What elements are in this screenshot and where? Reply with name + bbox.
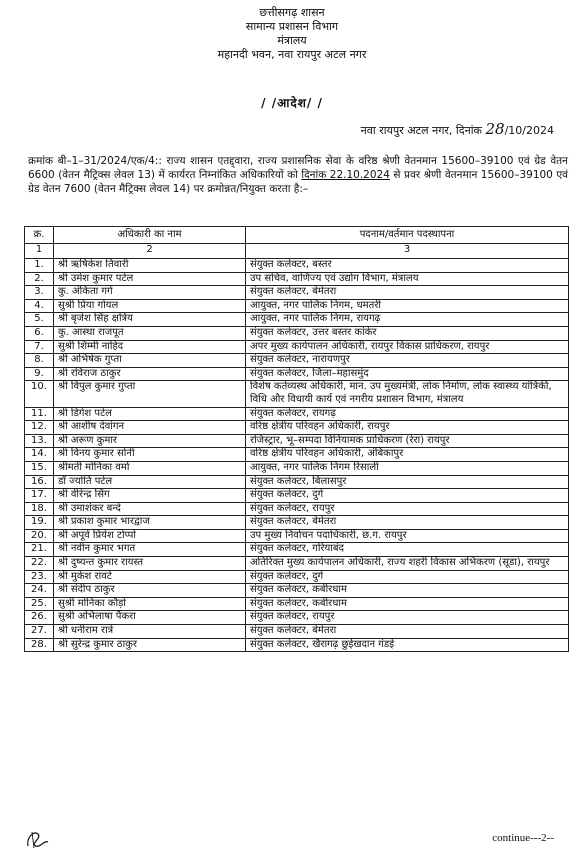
place-date [361, 120, 554, 138]
table-column-number-row [25, 244, 569, 259]
row-officer-name: श्री प्रकाश कुमार भारद्वाज [54, 516, 246, 530]
row-officer-name: डॉ ज्योति पटेल [54, 475, 246, 489]
row-designation: उप सचिव, वाणिज्य एवं उद्योग विभाग, मंत्रालय [246, 272, 569, 286]
table-row [25, 597, 569, 611]
row-officer-name: सुश्री अभिलाषा पैकरा [54, 611, 246, 625]
row-designation: संयुक्त कलेक्टर, उत्तर बस्तर कांकेर [246, 326, 569, 340]
header-line-government: छत्तीसगढ़ शासन [259, 6, 325, 19]
table-body [25, 259, 569, 652]
row-officer-name: श्री मुकेश रावटे [54, 570, 246, 584]
row-officer-name: कु. अंकिता गर्ग [54, 286, 246, 300]
row-serial: 8. [25, 354, 54, 368]
row-serial: 4. [25, 299, 54, 313]
column-number: 3 [246, 244, 569, 259]
row-designation: संयुक्त कलेक्टर, खैरागढ़ छुईखदान गंडई [246, 638, 569, 652]
table-row [25, 434, 569, 448]
row-serial: 15. [25, 461, 54, 475]
row-designation: संयुक्त कलेक्टर, बेमेतरा [246, 625, 569, 639]
place-date-prefix: नवा रायपुर अटल नगर, दिनांक [360, 124, 482, 137]
row-serial: 7. [25, 340, 54, 354]
row-designation: आयुक्त, नगर पालिक निगम, रायगढ़ [246, 313, 569, 327]
row-serial: 22. [25, 557, 54, 571]
row-officer-name: श्री सुरेन्द्र कुमार ठाकुर [54, 638, 246, 652]
column-number: 1 [25, 244, 54, 259]
row-designation: संयुक्त कलेक्टर, कबीरधाम [246, 597, 569, 611]
row-officer-name: श्री नवीन कुमार भगत [54, 543, 246, 557]
handwritten-day: 28 [485, 120, 505, 138]
table-row [25, 516, 569, 530]
row-designation: संयुक्त कलेक्टर, बस्तर [246, 259, 569, 273]
table-row [25, 367, 569, 381]
header-line-address: महानदी भवन, नवा रायपुर अटल नगर [217, 48, 367, 61]
table-row [25, 259, 569, 273]
table-row [25, 326, 569, 340]
row-officer-name: श्री वीरेन्द्र सिंग [54, 489, 246, 503]
column-number: 2 [54, 244, 246, 259]
row-officer-name: कु. आस्था राजपूत [54, 326, 246, 340]
header-line-secretariat: मंत्रालय [277, 34, 307, 47]
order-title: / /आदेश/ / [261, 96, 323, 110]
continue-note: continue---2-- [492, 832, 554, 844]
officers-table [24, 226, 569, 652]
paragraph-part1: क्रमांक बी–1–31/2024/एक/4:: राज्य शासन एतद्द्वारा, राज्य प्रशासनिक सेवा के वरिष्ठ श्रेणी वेतनमान 15600–39100 एवं ग्रेड वेतन 6600 (वेतन मैट्रिक्स लेवल 13) में कार्यरत निम्नांकित अधिकारियों को [28, 155, 568, 181]
row-designation: वरिष्ठ क्षेत्रीय परिवहन अधिकारी, अंबिकापुर [246, 448, 569, 462]
table-row [25, 448, 569, 462]
row-officer-name: श्री डिगेश पटेल [54, 407, 246, 421]
row-serial: 1. [25, 259, 54, 273]
row-serial: 27. [25, 625, 54, 639]
table-row [25, 638, 569, 652]
row-serial: 5. [25, 313, 54, 327]
row-serial: 21. [25, 543, 54, 557]
table-row [25, 557, 569, 571]
table-row [25, 570, 569, 584]
row-officer-name: श्री उमाशंकर बन्दे [54, 502, 246, 516]
row-officer-name: श्री धनीराम रात्रे [54, 625, 246, 639]
row-designation: उप मुख्य निर्वाचन पदाधिकारी, छ.ग. रायपुर [246, 529, 569, 543]
row-serial: 17. [25, 489, 54, 503]
row-officer-name: श्री विपुल कुमार गुप्ता [54, 381, 246, 407]
row-serial: 9. [25, 367, 54, 381]
row-officer-name: श्री ऋषिकेश तिवारी [54, 259, 246, 273]
row-serial: 16. [25, 475, 54, 489]
row-designation: संयुक्त कलेक्टर, रायपुर [246, 611, 569, 625]
row-designation: संयुक्त कलेक्टर, नारायणपुर [246, 354, 569, 368]
row-officer-name: श्री अपूर्व प्रियेश टोप्पो [54, 529, 246, 543]
table-row [25, 502, 569, 516]
row-serial: 18. [25, 502, 54, 516]
header-designation: पदनाम/वर्तमान पदस्थापना [246, 227, 569, 244]
row-designation: विशेष कर्तव्यस्थ अधिकारी, मान. उप मुख्यमंत्री, लोक निर्माण, लोक स्वास्थ्य यांत्रिकी, विधि और विधायी कार्य एवं नगरीय प्रशासन विभाग, मंत्रालय [246, 381, 569, 407]
row-designation: संयुक्त कलेक्टर, दुर्ग [246, 570, 569, 584]
row-serial: 6. [25, 326, 54, 340]
row-officer-name: श्रीमती मोनिका वर्मा [54, 461, 246, 475]
place-date-suffix: /10/2024 [504, 124, 554, 137]
row-designation: अपर मुख्य कार्यपालन अधिकारी, रायपुर विकास प्राधिकरण, रायपुर [246, 340, 569, 354]
table-row [25, 625, 569, 639]
row-designation: संयुक्त कलेक्टर, बेमेतरा [246, 516, 569, 530]
row-designation: संयुक्त कलेक्टर, रायगढ़ [246, 407, 569, 421]
table-row [25, 529, 569, 543]
table-header-row [25, 227, 569, 244]
row-designation: रजिस्ट्रार, भू–सम्पदा विनियामक प्राधिकरण (रेरा) रायपुर [246, 434, 569, 448]
row-officer-name: श्री आशीष देवांगन [54, 421, 246, 435]
row-officer-name: श्री विनय कुमार सोनी [54, 448, 246, 462]
row-serial: 26. [25, 611, 54, 625]
row-serial: 23. [25, 570, 54, 584]
row-serial: 19. [25, 516, 54, 530]
table-row [25, 272, 569, 286]
header-line-department: सामान्य प्रशासन विभाग [245, 20, 339, 33]
row-serial: 3. [25, 286, 54, 300]
row-serial: 25. [25, 597, 54, 611]
row-serial: 13. [25, 434, 54, 448]
row-designation: संयुक्त कलेक्टर, बिलासपुर [246, 475, 569, 489]
row-serial: 11. [25, 407, 54, 421]
table-row [25, 461, 569, 475]
table-row [25, 313, 569, 327]
table-row [25, 584, 569, 598]
signature-mark [24, 826, 50, 850]
row-officer-name: सुश्री प्रिया गोयल [54, 299, 246, 313]
row-serial: 28. [25, 638, 54, 652]
paragraph-part2: से प्रवर श्रेणी वेतनमान 15600–39100 एवं ग्रेड वेतन 7600 (वेतन मैट्रिक्स लेवल 14) पर क्रमोन्नत/नियुक्त करता है:– [28, 169, 568, 195]
table-row [25, 421, 569, 435]
table-row [25, 340, 569, 354]
row-designation: संयुक्त कलेक्टर, जिला–महासमुंद [246, 367, 569, 381]
row-officer-name: सुश्री शिम्मी नाहिद [54, 340, 246, 354]
row-designation: अतिरिक्त मुख्य कार्यपालन अधिकारी, राज्य शहरी विकास अभिकरण (सूडा), रायपुर [246, 557, 569, 571]
row-designation: आयुक्त, नगर पालिक निगम, धमतरी [246, 299, 569, 313]
table-row [25, 475, 569, 489]
table-row [25, 299, 569, 313]
header-serial: क्र. [25, 227, 54, 244]
row-designation: संयुक्त कलेक्टर, कबीरधाम [246, 584, 569, 598]
row-serial: 20. [25, 529, 54, 543]
row-designation: संयुक्त कलेक्टर, रायपुर [246, 502, 569, 516]
table-row [25, 354, 569, 368]
document-header [0, 6, 584, 62]
row-designation: आयुक्त, नगर पालिक निगम रिसाली [246, 461, 569, 475]
row-designation: वरिष्ठ क्षेत्रीय परिवहन अधिकारी, रायपुर [246, 421, 569, 435]
row-officer-name: श्री अभिषेक गुप्ता [54, 354, 246, 368]
row-serial: 24. [25, 584, 54, 598]
row-serial: 10. [25, 381, 54, 407]
row-officer-name: श्री दुष्यन्त कुमार रायस्त [54, 557, 246, 571]
row-serial: 12. [25, 421, 54, 435]
table-row [25, 286, 569, 300]
table-row [25, 489, 569, 503]
table-row [25, 381, 569, 407]
order-paragraph [28, 154, 568, 196]
row-serial: 2. [25, 272, 54, 286]
row-designation: संयुक्त कलेक्टर, गरियाबंद [246, 543, 569, 557]
row-officer-name: श्री संदीप ठाकुर [54, 584, 246, 598]
row-officer-name: श्री उमेश कुमार पटेल [54, 272, 246, 286]
table-row [25, 407, 569, 421]
paragraph-effective-date: दिनांक 22.10.2024 [301, 169, 390, 181]
row-designation: संयुक्त कलेक्टर, दुर्ग [246, 489, 569, 503]
row-officer-name: श्री अरूण कुमार [54, 434, 246, 448]
row-officer-name: श्री बृजेश सिंह क्षत्रिय [54, 313, 246, 327]
table-row [25, 543, 569, 557]
header-officer-name: अधिकारी का नाम [54, 227, 246, 244]
row-officer-name: श्री रविराज ठाकुर [54, 367, 246, 381]
row-officer-name: सुश्री मोनिका कौड़ो [54, 597, 246, 611]
table-row [25, 611, 569, 625]
row-designation: संयुक्त कलेक्टर, बेमेतरा [246, 286, 569, 300]
row-serial: 14. [25, 448, 54, 462]
